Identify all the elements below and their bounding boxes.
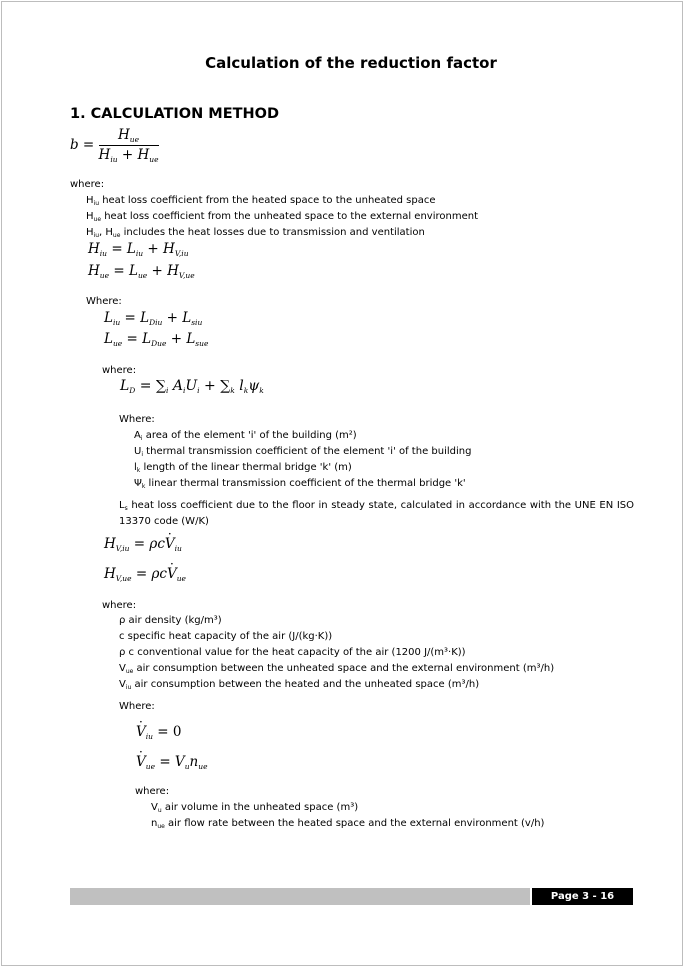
where-label-6: Where: [119, 701, 155, 712]
def-vue: $V_{ue}$ air consumption between the unheated space and the external environment (m³/h) [119, 663, 555, 675]
def-c: c specific heat capacity of the air (J/(kg·K)) [119, 631, 333, 642]
where-label-7: where: [135, 786, 170, 797]
def-nue: $n_{ue}$ air flow rate between the heated space and the external environment (v/h) [151, 818, 545, 830]
eq-hvue: $H_{V,ue} = \rho c\cdot V_{ue}$ [104, 566, 186, 583]
eq-hviu: $H_{V,iu} = \rho c\cdot V_{iu}$ [104, 536, 182, 553]
page-number: Page 3 - 16 [532, 888, 633, 905]
where-label-5: where: [102, 600, 137, 611]
def-hiu-hue: $H_{iu}$, $H_{ue}$ includes the heat losses due to transmission and ventilation [86, 227, 425, 239]
eq-ld: $L_D = \sum_i$ $A_iU_i + \sum_k$ $l_k\psi_k$ [120, 378, 264, 395]
where-label-4: Where: [119, 414, 155, 425]
where-label-3: where: [102, 365, 137, 376]
def-hue: $H_{ue}$ heat loss coefficient from the unheated space to the external environment [86, 211, 478, 223]
where-label-1: where: [70, 179, 105, 190]
def-viu: $V_{iu}$ air consumption between the heated and the unheated space (m³/h) [119, 679, 480, 691]
eq-hue: $H_{ue} = L_{ue} + H_{V,ue}$ [88, 263, 195, 280]
def-psik: $\Psi_k$ linear thermal transmission coefficient of the thermal bridge 'k' [134, 478, 466, 490]
def-ai: $A_i$ area of the element 'i' of the building (m²) [134, 430, 357, 442]
eq-liu: $L_{iu} = L_{Diu} + L_{siu}$ [104, 310, 203, 327]
def-vu: $V_u$ air volume in the unheated space (m³) [151, 802, 359, 814]
def-ui: $U_i$ thermal transmission coefficient of the element 'i' of the building [134, 446, 472, 458]
footer-bar [70, 888, 530, 905]
eq-hiu: $H_{iu} = L_{iu} + H_{V,iu}$ [88, 241, 189, 258]
page-title: Calculation of the reduction factor [205, 54, 497, 72]
section-heading: 1. CALCULATION METHOD [70, 106, 280, 122]
def-rhoc: ρ c conventional value for the heat capacity of the air (1200 J/(m³·K)) [119, 647, 466, 658]
eq-vue: · $V_{ue} = V_un_{ue}$ [136, 754, 208, 771]
eq-lue: $L_{ue} = L_{Due} + L_{sue}$ [104, 331, 209, 348]
where-label-2: Where: [86, 296, 122, 307]
def-rho: ρ air density (kg/m³) [119, 615, 222, 626]
def-lk: $l_k$ length of the linear thermal bridge 'k' (m) [134, 462, 352, 474]
def-ls: $L_s$ heat loss coefficient due to the floor in steady state, calculated in accordance with the UNE EN ISO 13370 code (W/K) [119, 500, 634, 527]
eq-viu: · $V_{iu} = 0$ [136, 724, 181, 741]
def-hiu: $H_{iu}$ heat loss coefficient from the heated space to the unheated space [86, 195, 436, 207]
formula-b: b = $\frac{H_{ue}}{H_{iu} + H_{ue}}$ [70, 127, 159, 164]
